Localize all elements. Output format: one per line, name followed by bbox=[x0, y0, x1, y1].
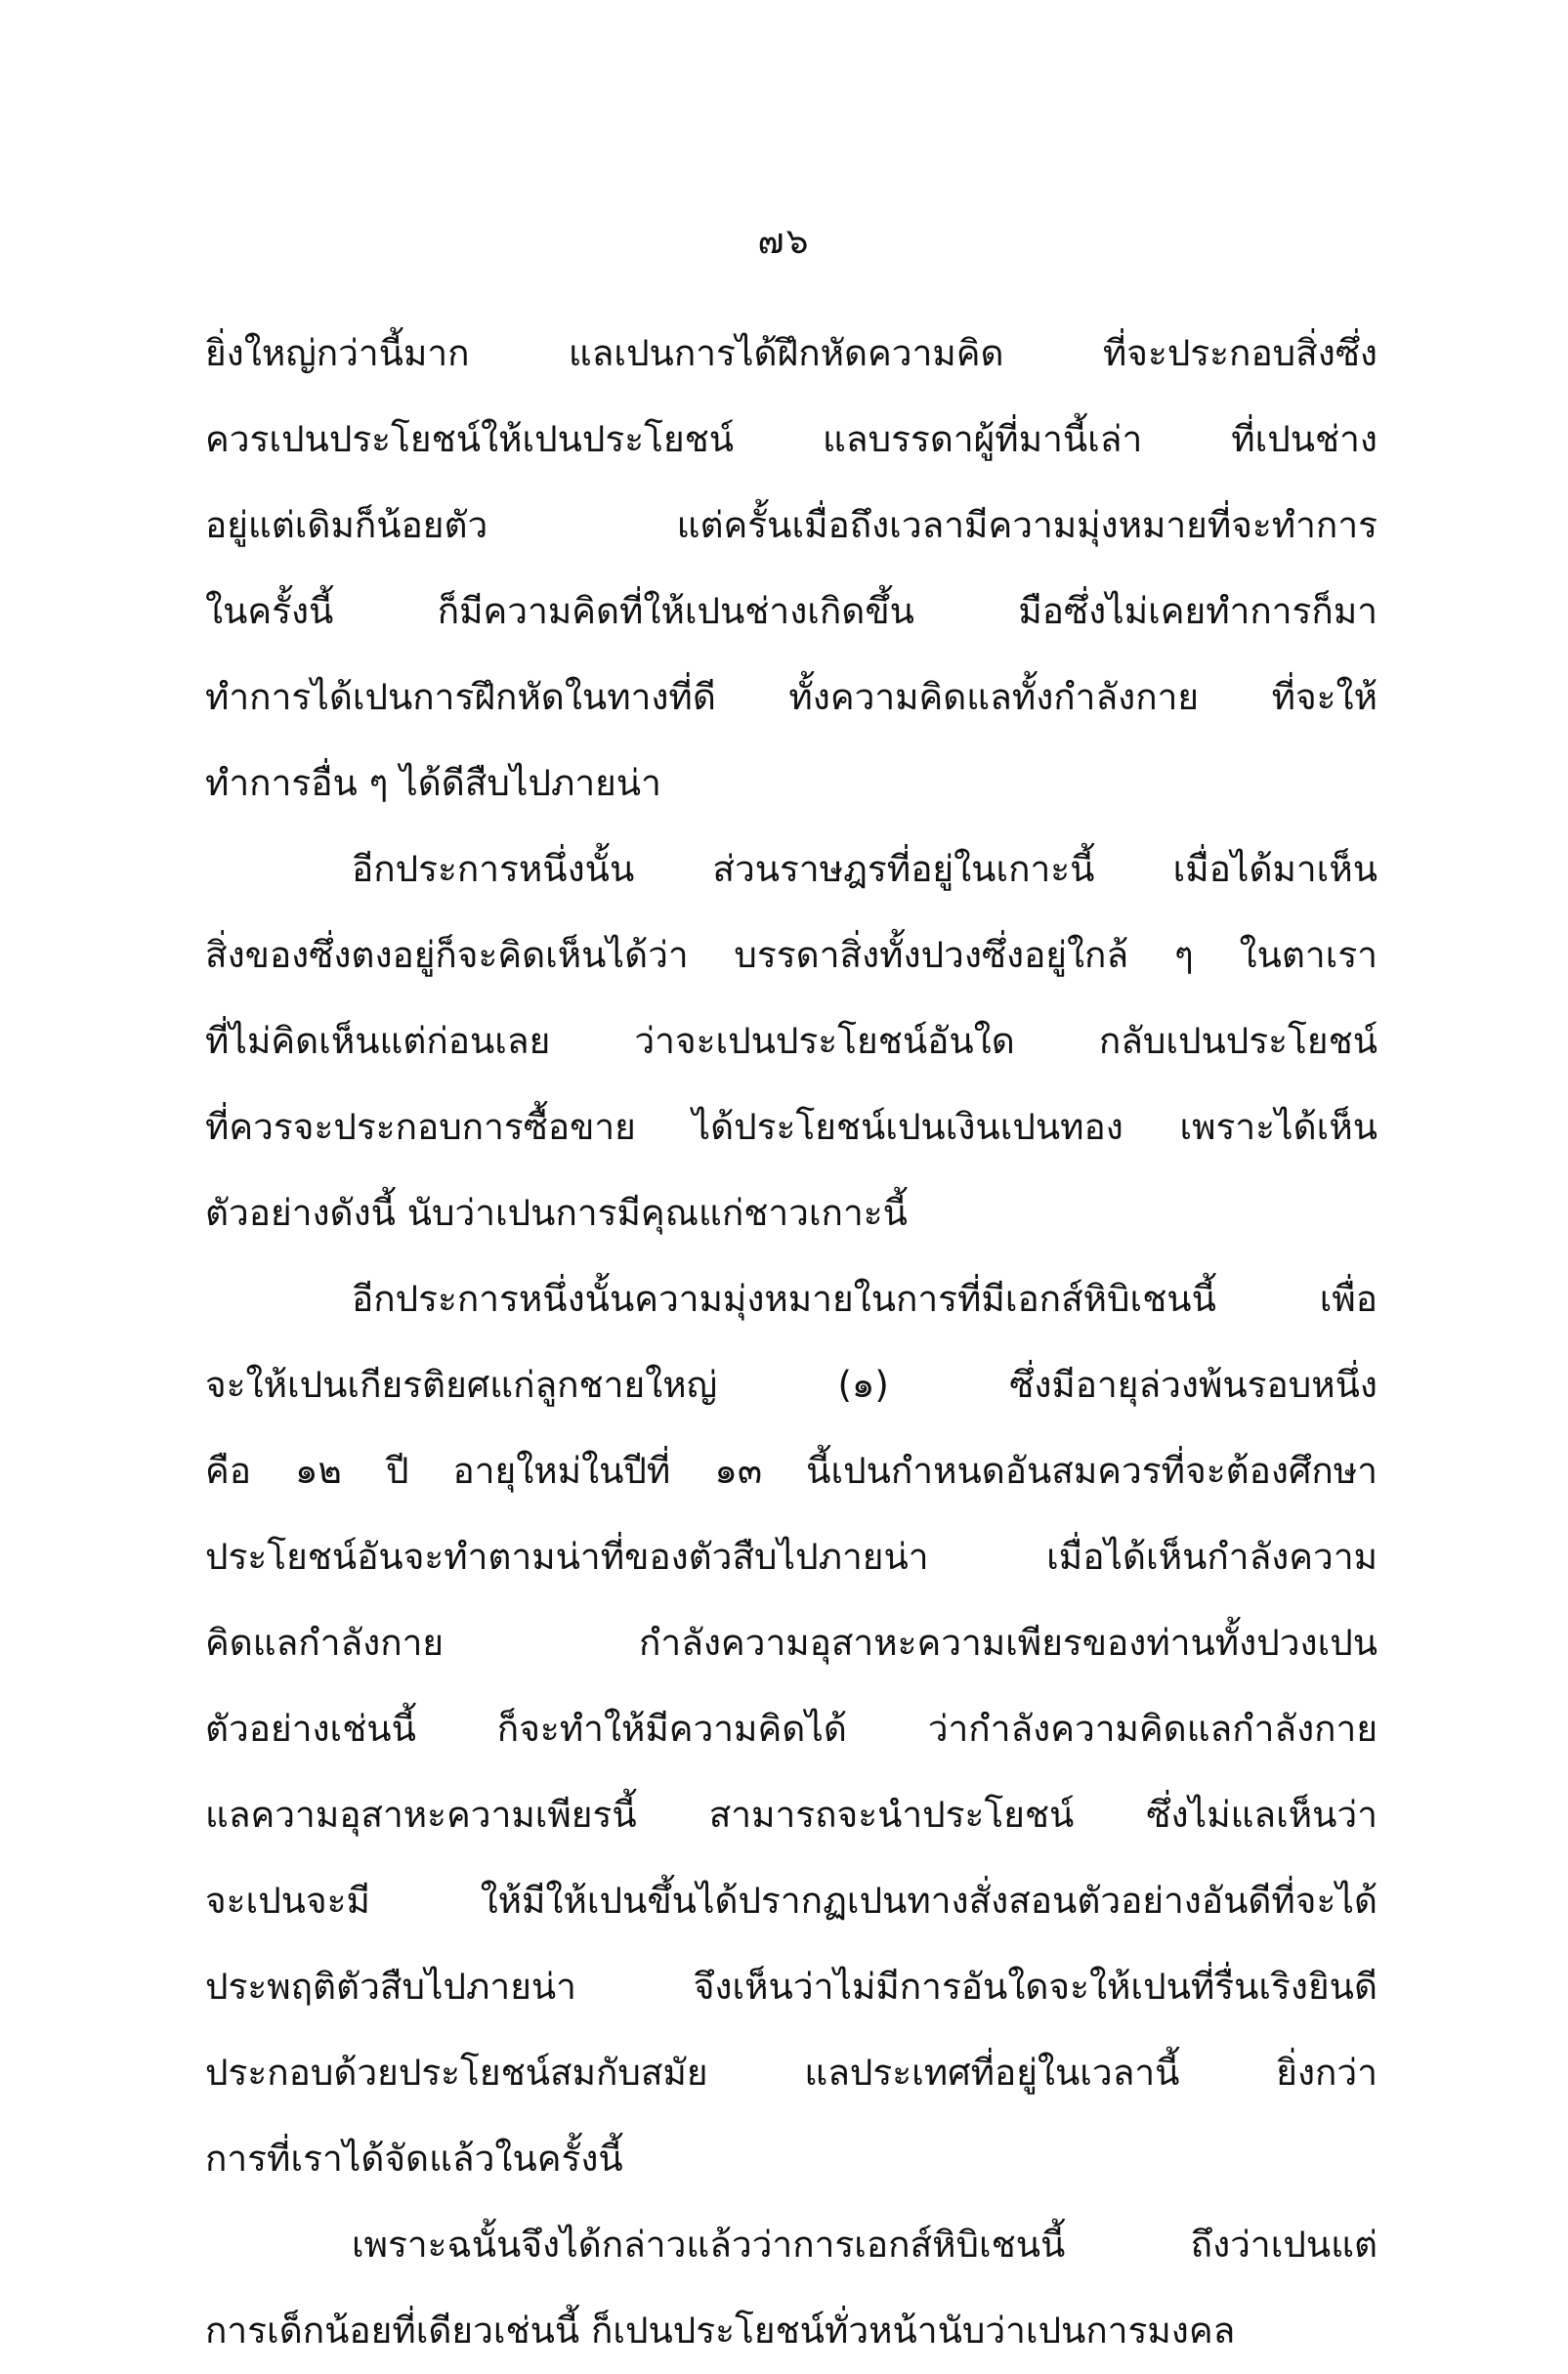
paragraph bbox=[205, 1256, 1377, 2202]
text-line: ควรเปนประโยชน์ให้เปนประโยชน์ แลบรรดาผู้ที่มานี้เล่า ที่เปนช่าง bbox=[205, 418, 1377, 460]
text-line: จะให้เปนเกียรติยศแก่ลูกชายใหญ่ (๑) ซึ่งมีอายุล่วงพ้นรอบหนึ่ง bbox=[205, 1364, 1377, 1406]
text-line: ตัวอย่างดังนี้ นับว่าเปนการมีคุณแก่ชาวเกาะนี้ bbox=[205, 1192, 908, 1234]
paragraph bbox=[205, 2202, 1377, 2374]
text-line: ที่ไม่คิดเห็นแต่ก่อนเลย ว่าจะเปนประโยชน์อันใด กลับเปนประโยชน์ bbox=[205, 1020, 1377, 1062]
text-line: แลความอุสาหะความเพียรนี้ สามารถจะนำประโยชน์ ซึ่งไม่แลเห็นว่า bbox=[205, 1794, 1377, 1836]
text-line: สิ่งของซึ่งตงอยู่ก็จะคิดเห็นได้ว่า บรรดาสิ่งทั้งปวงซึ่งอยู่ใกล้ ๆ ในตาเรา bbox=[205, 934, 1377, 976]
paragraph bbox=[205, 827, 1377, 1256]
text-line: อีกประการหนึ่งนั้น ส่วนราษฎรที่อยู่ในเกาะนี้ เมื่อได้มาเห็น bbox=[352, 848, 1377, 890]
text-line: ประพฤติตัวสืบไปภายน่า จึงเห็นว่าไม่มีการอันใดจะให้เปนที่รื่นเริงยินดี bbox=[205, 1966, 1377, 2008]
paragraph bbox=[205, 311, 1377, 827]
text-line: ที่ควรจะประกอบการซื้อขาย ได้ประโยชน์เปนเงินเปนทอง เพราะได้เห็น bbox=[205, 1106, 1377, 1148]
text-line: การเด็กน้อยที่เดียวเช่นนี้ ก็เปนประโยชน์ทั่วหน้านับว่าเปนการมงคล bbox=[205, 2310, 1236, 2352]
page-number: ๗๖ bbox=[757, 222, 811, 262]
text-line: เพราะฉนั้นจึงได้กล่าวแล้วว่าการเอกส์หิบิเชนนี้ ถึงว่าเปนแต่ bbox=[352, 2224, 1377, 2266]
text-line: คือ ๑๒ ปี อายุใหม่ในปีที่ ๑๓ นี้เปนกำหนดอันสมควรที่จะต้องศึกษา bbox=[205, 1450, 1377, 1492]
body-text bbox=[205, 311, 1377, 2374]
text-line: อีกประการหนึ่งนั้นความมุ่งหมายในการที่มีเอกส์หิบิเชนนี้ เพื่อ bbox=[352, 1278, 1377, 1320]
text-line: ทำการอื่น ๆ ได้ดีสืบไปภายน่า bbox=[205, 762, 661, 804]
text-line: ประโยชน์อันจะทำตามน่าที่ของตัวสืบไปภายน่า เมื่อได้เห็นกำลังความ bbox=[205, 1536, 1377, 1578]
text-line: ทำการได้เปนการฝึกหัดในทางที่ดี ทั้งความคิดแลทั้งกำลังกาย ที่จะให้ bbox=[205, 676, 1377, 718]
text-line: คิดแลกำลังกาย กำลังความอุสาหะความเพียรของท่านทั้งปวงเปน bbox=[205, 1622, 1377, 1664]
text-line: การที่เราได้จัดแล้วในครั้งนี้ bbox=[205, 2138, 623, 2180]
text-line: อยู่แต่เดิมก็น้อยตัว แต่ครั้นเมื่อถึงเวลามีความมุ่งหมายที่จะทำการ bbox=[205, 504, 1377, 546]
text-line: จะเปนจะมี ให้มีให้เปนขึ้นได้ปรากฏเปนทางสั่งสอนตัวอย่างอันดีที่จะได้ bbox=[205, 1880, 1377, 1922]
text-line: ตัวอย่างเช่นนี้ ก็จะทำให้มีความคิดได้ ว่ากำลังความคิดแลกำลังกาย bbox=[205, 1708, 1377, 1750]
text-line: ในครั้งนี้ ก็มีความคิดที่ให้เปนช่างเกิดขึ้น มือซึ่งไม่เคยทำการก็มา bbox=[205, 590, 1377, 632]
text-line: ประกอบด้วยประโยชน์สมกับสมัย แลประเทศที่อยู่ในเวลานี้ ยิ่งกว่า bbox=[205, 2052, 1377, 2094]
text-line: ยิ่งใหญ่กว่านี้มาก แลเปนการได้ฝึกหัดความคิด ที่จะประกอบสิ่งซึ่ง bbox=[205, 332, 1377, 374]
